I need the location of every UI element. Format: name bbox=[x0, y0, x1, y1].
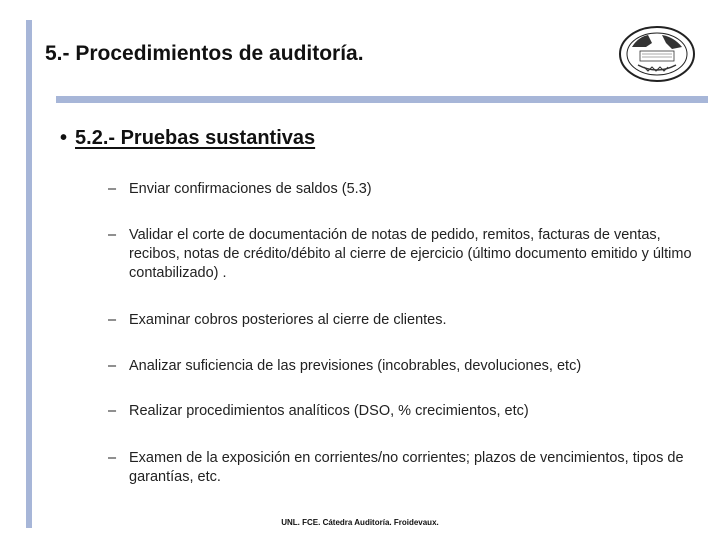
slide-footer: UNL. FCE. Cátedra Auditoría. Froidevaux. bbox=[281, 518, 439, 527]
heading-bullet: • bbox=[60, 127, 68, 149]
list-item-text: Analizar suficiencia de las previsiones (incobrables, devoluciones, etc) bbox=[129, 358, 582, 374]
dash-marker: – bbox=[108, 312, 117, 328]
list-item-text: Validar el corte de documentación de notas de pedido, remitos, facturas de ventas, recibos, notas de crédito/débito al cierre de ejercicio (último documento emitido y último contabilizado) . bbox=[129, 227, 692, 281]
list-item bbox=[108, 311, 698, 330]
left-accent-bar bbox=[26, 20, 32, 528]
slide-title: 5.- Procedimientos de auditoría. bbox=[45, 42, 364, 65]
list-item-text: Enviar confirmaciones de saldos (5.3) bbox=[129, 181, 372, 197]
dash-marker: – bbox=[108, 181, 117, 197]
list-item bbox=[108, 180, 698, 199]
dash-marker: – bbox=[108, 403, 117, 419]
dash-marker: – bbox=[108, 450, 117, 466]
list-item bbox=[108, 226, 698, 283]
list-item-text: Examen de la exposición en corrientes/no corrientes; plazos de vencimientos, tipos de garantías, etc. bbox=[129, 450, 684, 485]
heading-text: 5.2.- Pruebas sustantivas bbox=[75, 127, 316, 149]
list-item-text: Examinar cobros posteriores al cierre de clientes. bbox=[129, 312, 447, 328]
dash-marker: – bbox=[108, 227, 117, 243]
university-seal-icon bbox=[618, 25, 696, 83]
dash-marker: – bbox=[108, 358, 117, 374]
list-item bbox=[108, 402, 698, 421]
list-item bbox=[108, 357, 698, 376]
title-underline-rule bbox=[56, 96, 708, 103]
list-item bbox=[108, 449, 698, 487]
list-item-text: Realizar procedimientos analíticos (DSO, % crecimientos, etc) bbox=[129, 403, 529, 419]
section-heading bbox=[60, 127, 315, 150]
